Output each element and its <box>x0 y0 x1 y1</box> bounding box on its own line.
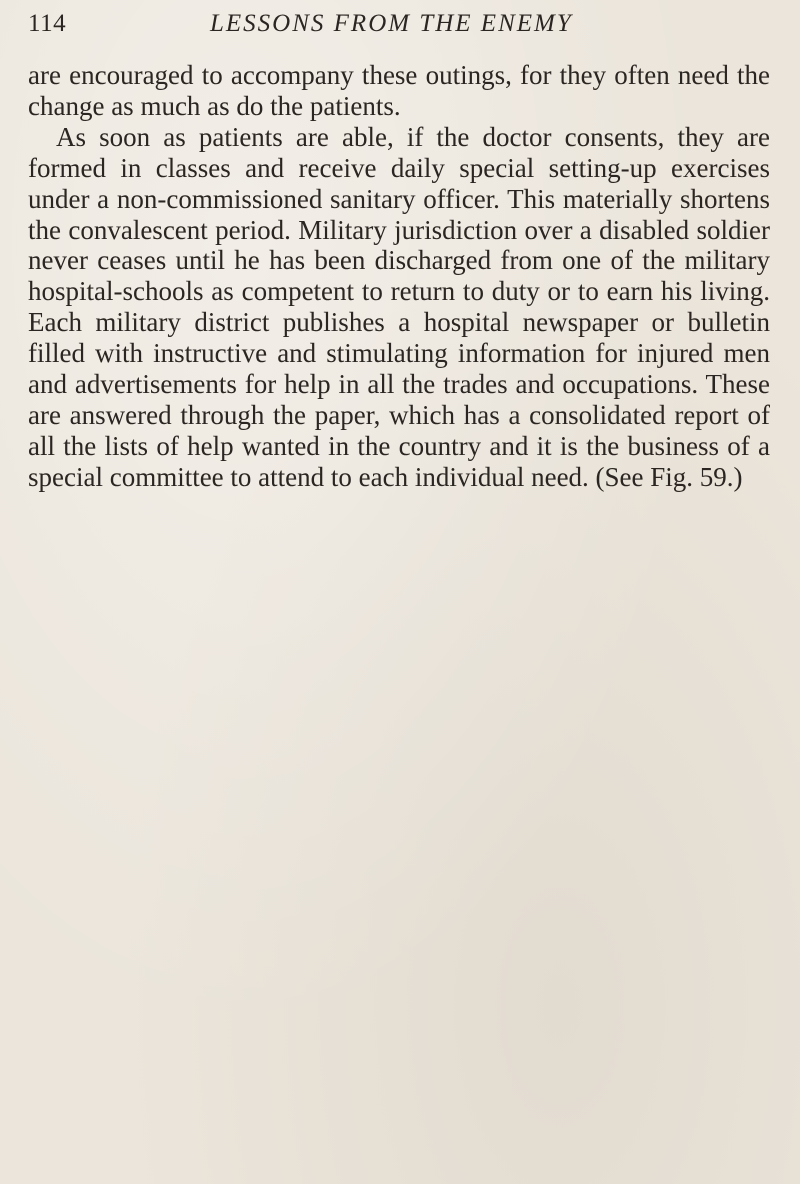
body-text <box>28 60 770 493</box>
page-header <box>0 10 800 46</box>
paragraph: As soon as patients are able, if the doctor consents, they are formed in classes and receive daily special setting-up exercises under a non-commissioned sanitary officer. This materially shortens the convalescent period. Military jurisdiction over a disabled soldier never ceases until he has been discharged from one of the military hospital-schools as competent to return to duty or to earn his living. Each military district publishes a hospital newspaper or bulletin filled with instructive and stimulating information for injured men and advertisements for help in all the trades and occupations. These are answered through the paper, which has a consolidated report of all the lists of help wanted in the country and it is the business of a special committee to attend to each individual need. (See Fig. 59.) <box>28 121 770 492</box>
paragraph-continuation: are encouraged to accompany these outings, for they often need the change as much as do the patients. <box>28 60 770 121</box>
running-title: LESSONS FROM THE ENEMY <box>210 10 573 37</box>
page-number: 114 <box>28 10 67 37</box>
